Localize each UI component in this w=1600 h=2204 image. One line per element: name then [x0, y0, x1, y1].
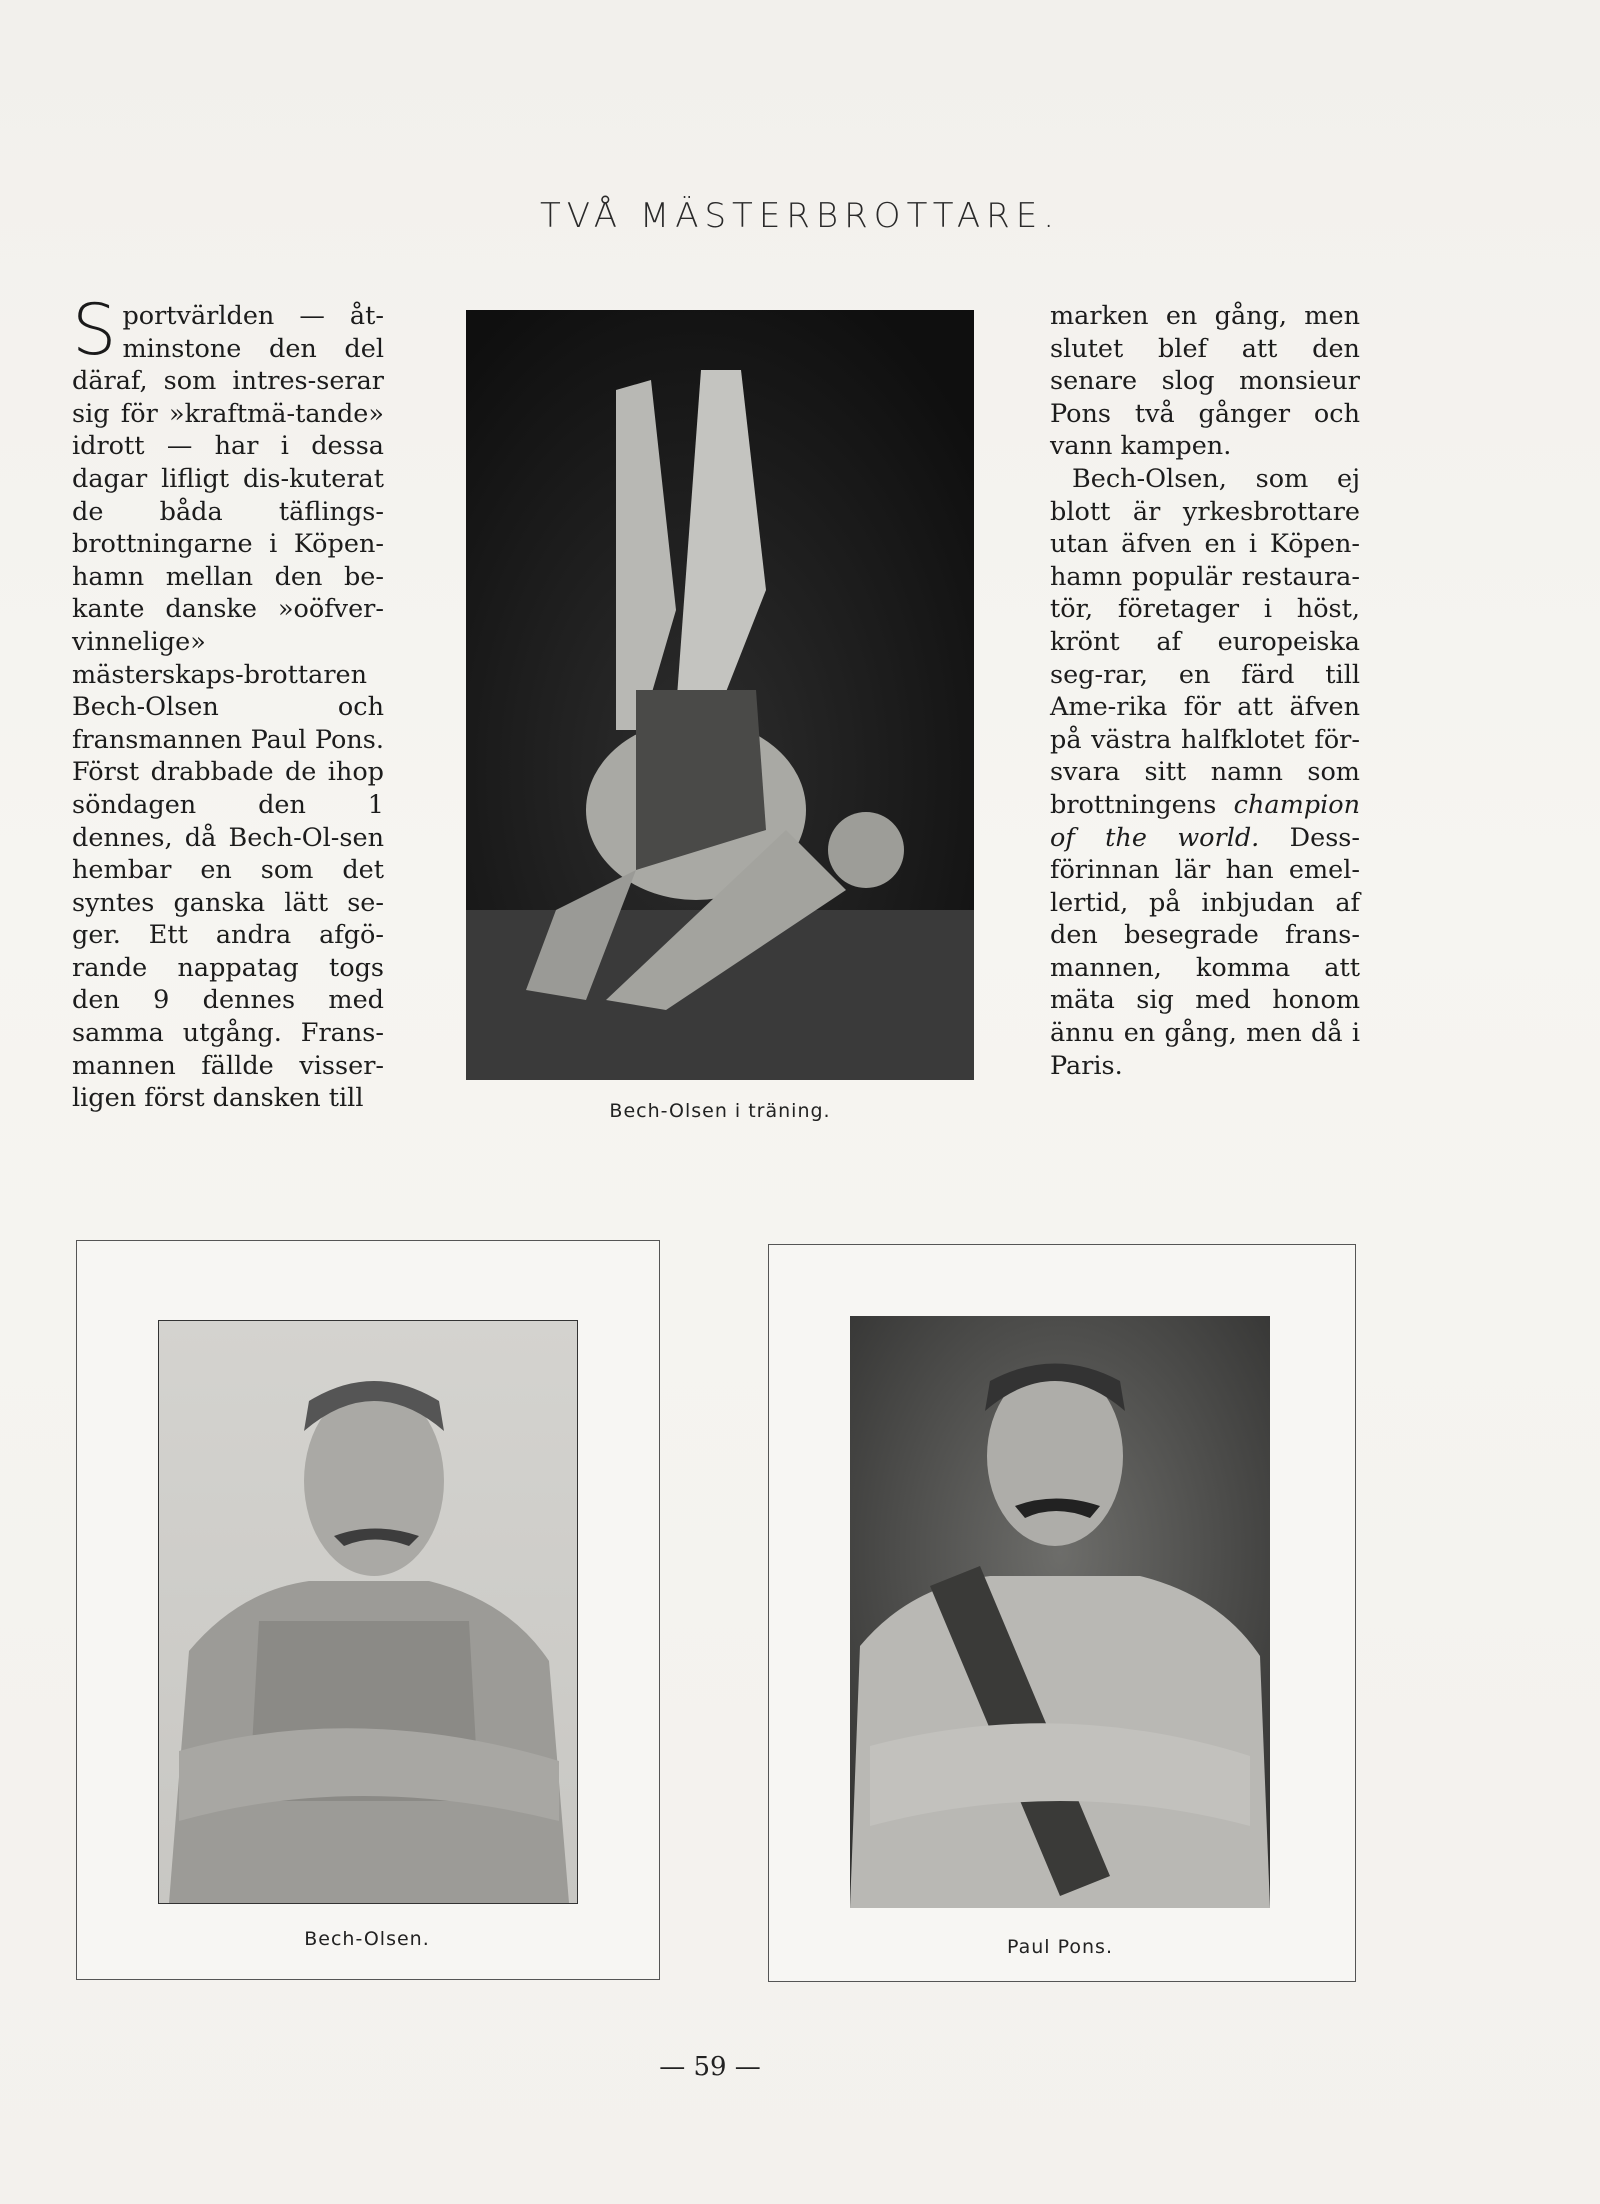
wrestler-training-image: [466, 310, 974, 1080]
left-column-text: portvärlden — åt-minstone den del däraf, som intres-serar sig för »kraftmä-tande» idrott — har i dessa dagar lifligt dis-kuterat de båda täflings-brottningarne i Köpen-hamn mellan den be-kante danske »oöfver-vinnelige» mästerskaps-brottaren Bech-Olsen och fransmannen Paul Pons. Först drabbade de ihop söndagen den 1 dennes, då Bech-Ol-sen hembar en som det syntes ganska lätt se-ger. Ett andra afgö-rande nappatag togs den 9 dennes med samma utgång. Frans-mannen fällde visser-ligen först dansken till: [72, 301, 384, 1114]
article-title: TVÅ MÄSTERBROTTARE.: [539, 196, 1061, 236]
photo-paul-pons: [850, 1316, 1270, 1908]
right-column-text: Bech-Olsen, som ej blott är yrkesbrottare utan äfven en i Köpen-hamn populär restaura-tör, företager i höst, krönt af europeiska seg-rar, en färd till Ame-rika för att äfven på västra halfklotet för-svara sitt namn som brottningens: [1050, 463, 1360, 820]
drop-cap: S: [72, 289, 117, 371]
right-column-text-end: Dess-förinnan lär han emel-lertid, på inbjudan af den besegrade frans-mannen, komma att mäta sig med honom ännu en gång, men då i Paris.: [1050, 822, 1360, 1081]
bech-olsen-caption: Bech-Olsen.: [304, 1928, 430, 1950]
photo-training: [466, 310, 974, 1080]
right-column: [1050, 300, 1360, 1082]
left-column: [72, 289, 384, 1115]
paul-pons-caption: Paul Pons.: [1007, 1936, 1113, 1958]
right-column-paragraph-2: [1050, 463, 1360, 1082]
paul-pons-portrait-image: [850, 1316, 1270, 1908]
page-number: — 59 —: [659, 2052, 761, 2082]
bech-olsen-portrait-image: [159, 1321, 577, 1903]
champion-italic: champion of the world.: [1050, 789, 1360, 853]
training-caption: Bech-Olsen i träning.: [609, 1100, 831, 1122]
right-column-paragraph-1: marken en gång, men slutet blef att den senare slog monsieur Pons två gånger och vann kampen.: [1050, 301, 1360, 462]
photo-bech-olsen: [158, 1320, 578, 1904]
